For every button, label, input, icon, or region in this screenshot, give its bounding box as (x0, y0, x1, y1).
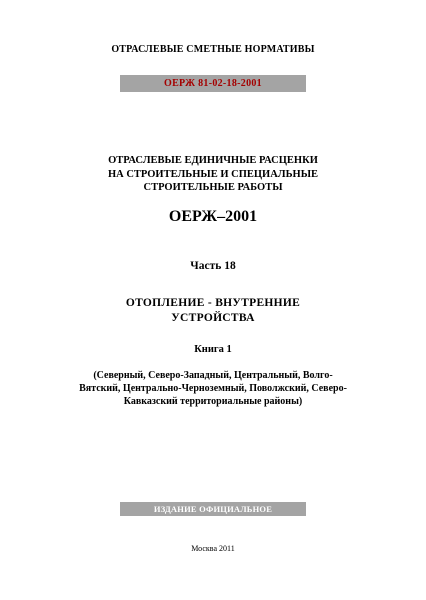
regions-line-3: Кавказский территориальные районы) (123, 396, 303, 407)
subject-line-1: ОТОПЛЕНИЕ - ВНУТРЕННИЕ (125, 297, 301, 309)
document-title-block (0, 154, 426, 195)
regions-note (43, 369, 383, 408)
subject-heading (0, 296, 426, 325)
part-number: Часть 18 (190, 260, 236, 272)
title-line-3: СТРОИТЕЛЬНЫЕ РАБОТЫ (143, 182, 283, 193)
regions-line-2: Вятский, Центрально-Черноземный, Поволжский, Северо- (79, 383, 347, 394)
regions-line-1: (Северный, Северо-Западный, Центральный, Волго- (93, 370, 333, 381)
official-edition-bar: ИЗДАНИЕ ОФИЦИАЛЬНОЕ (120, 502, 306, 516)
title-line-1: ОТРАСЛЕВЫЕ ЕДИНИЧНЫЕ РАСЦЕНКИ (108, 155, 318, 166)
book-number: Книга 1 (194, 344, 232, 355)
document-code-bar: ОЕРЖ 81-02-18-2001 (120, 75, 306, 92)
city-year: Москва 2011 (191, 544, 235, 553)
series-heading: ОТРАСЛЕВЫЕ СМЕТНЫЕ НОРМАТИВЫ (111, 44, 315, 55)
subject-line-2: УСТРОЙСТВА (171, 311, 255, 324)
main-code-heading: ОЕРЖ–2001 (168, 208, 258, 225)
title-line-2: НА СТРОИТЕЛЬНЫЕ И СПЕЦИАЛЬНЫЕ (107, 168, 319, 180)
